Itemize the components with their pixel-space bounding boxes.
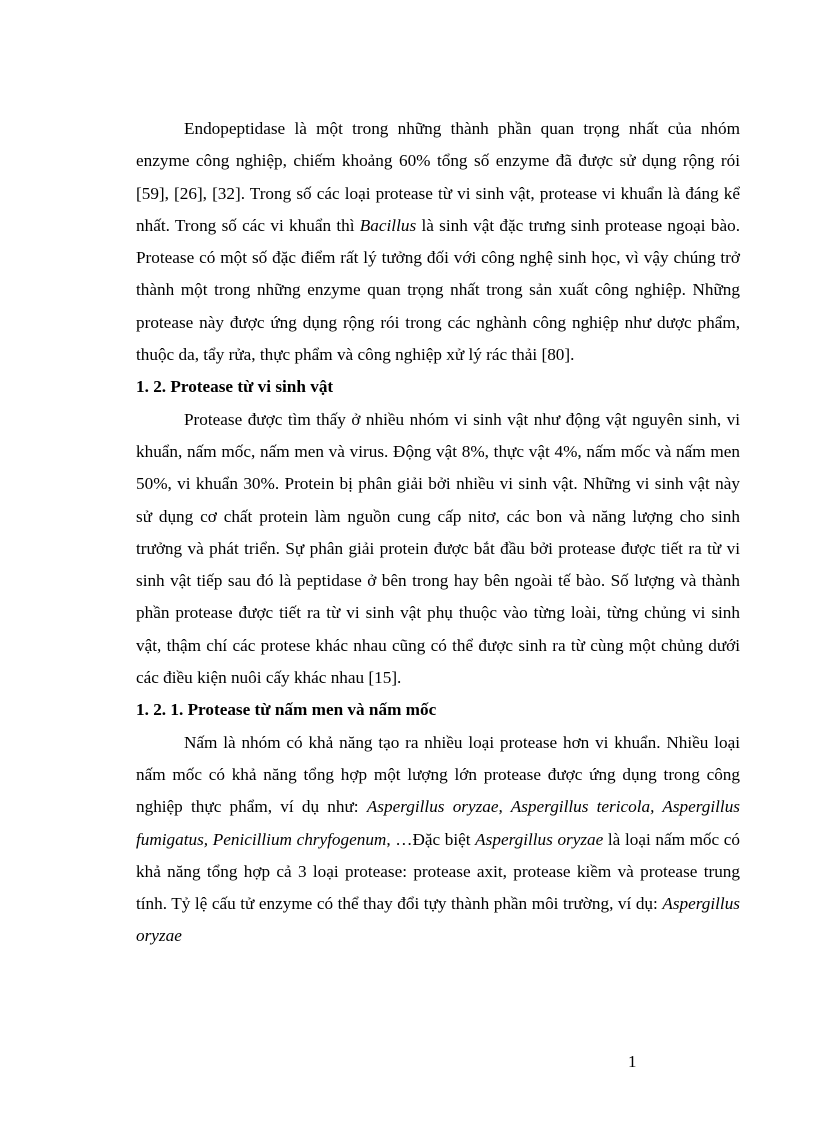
italic-term: Bacillus — [359, 215, 417, 235]
paragraph-text: Nấm là nhóm có khả năng tạo ra nhiều loại protease hơn vi khuẩn. Nhiều loại nấm mốc có khả năng tổng hợp một lượng lớn protease được ứng dụng trong công nghiệp thực phẩm, ví dụ như: — [136, 732, 740, 817]
page-number: 1 — [628, 1052, 637, 1071]
paragraph-microbial-protease: Protease được tìm thấy ở nhiều nhóm vi sinh vật như động vật nguyên sinh, vi khuẩn, nấm mốc, nấm men và virus. Động vật 8%, thực vật 4%, nấm mốc và nấm men 50%, vi khuẩn 30%. Protein bị phân giải bởi nhiều vi sinh vật. Những vi sinh vật này sử dụng cơ chất protein làm nguồn cung cấp nitơ, các bon và năng lượng cho sinh trưởng và phát triển. Sự phân giải protein được bắt đầu bởi protease được tiết ra từ vi sinh vật tiếp sau đó là peptidase ở bên trong hay bên ngoài tế bào. Số lượng và thành phần protease được tiết ra từ vi sinh vật phụ thuộc vào từng loài, từng chủng vi sinh vật, thậm chí các protese khác nhau cũng có thể được sinh ra từ cùng một chủng dưới các điều kiện nuôi cấy khác nhau [15]. — [136, 409, 740, 688]
italic-species: Aspergillus oryzae — [475, 829, 604, 849]
paragraph-text: là loại nấm mốc có khả năng tổng hợp cả 3 loại protease: protease axit, protease kiềm và protease trung tính. Tỷ lệ cấu tử enzyme có thể thay đổi tựy thành phần môi trường, ví dụ: — [136, 829, 741, 914]
italic-species-list: Aspergillus oryzae, Aspergillus tericola, Aspergillus fumigatus, Penicillium chryfogenum — [136, 797, 740, 849]
section-heading-1-2: 1. 2. Protease từ vi sinh vật — [136, 377, 334, 397]
page-body — [136, 113, 740, 953]
paragraph-text: , …Đặc biệt — [386, 829, 476, 849]
italic-species: Aspergillus oryzae — [136, 894, 740, 946]
paragraph-text: Endopeptidase là một trong những thành phần quan trọng nhất của nhóm enzyme công nghiệp, chiếm khoảng 60% tổng số enzyme đã được sử dụng rộng rói [59], [26], [32]. Trong số các loại protease từ vi sinh vật, protease vi khuẩn là đáng kể nhất. Trong số các vi khuẩn thì — [136, 119, 740, 235]
paragraph-endopeptidase — [136, 113, 740, 371]
section-heading-1-2-1: 1. 2. 1. Protease từ nấm men và nấm mốc — [136, 700, 437, 720]
paragraph-text: là sinh vật đặc trưng sinh protease ngoại bào. Protease có một số đặc điểm rất lý tưởng đối với công nghệ sinh học, vì vậy chúng trở thành một trong những enzyme quan trọng nhất trong sản xuất công nghiệp. Những protease này được ứng dụng rộng rói trong các nghành công nghiệp như dược phẩm, thuộc da, tẩy rửa, thực phẩm và công nghiệp xử lý rác thải [80]. — [136, 215, 740, 365]
paragraph-fungal-protease — [136, 727, 740, 953]
